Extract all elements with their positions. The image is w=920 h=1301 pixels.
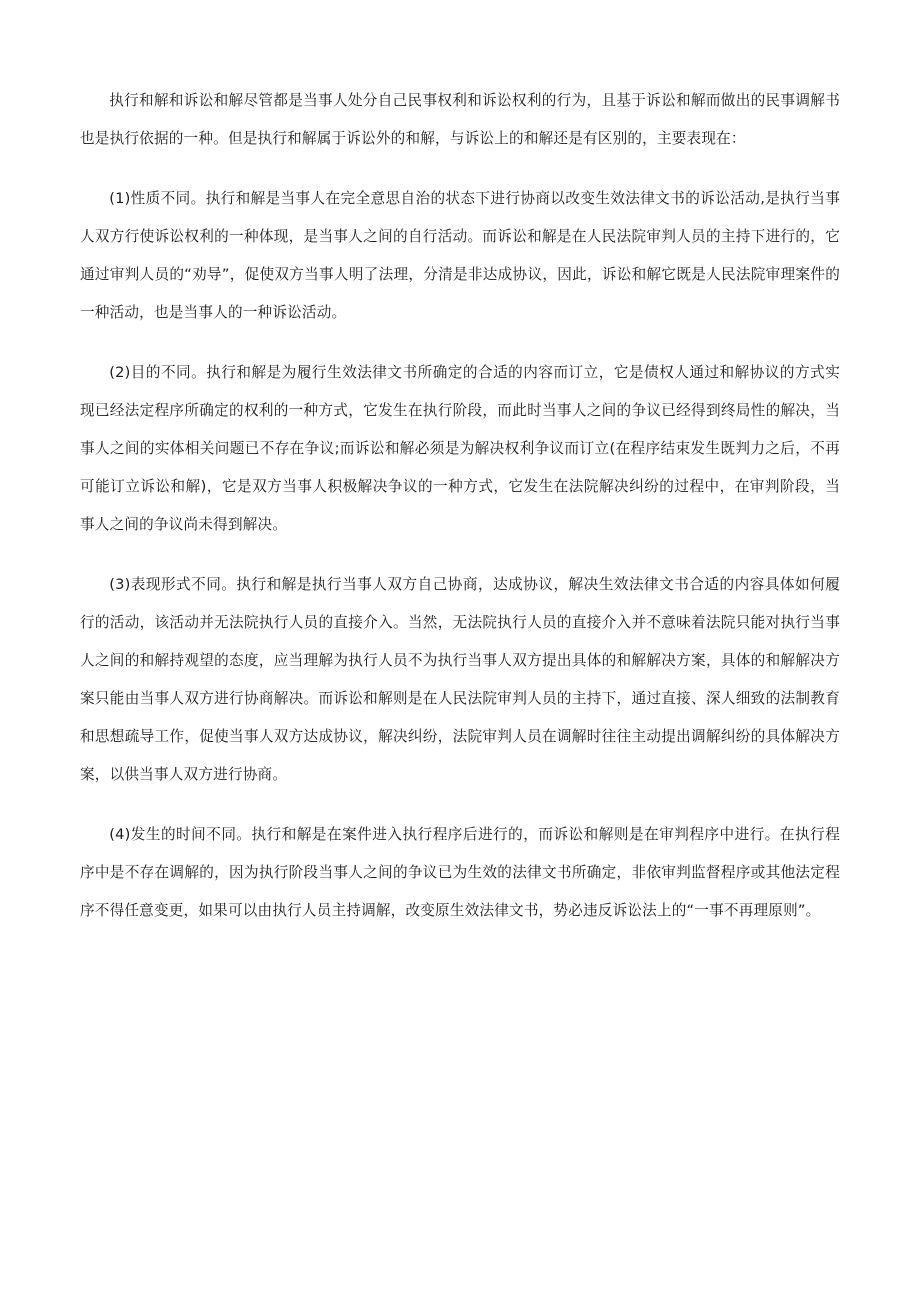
paragraph-timing-difference: (4)发生的时间不同。执行和解是在案件进入执行程序后进行的，而诉讼和解则是在审判程序中进行。在执行程序中是不存在调解的，因为执行阶段当事人之间的争议已为生效的法律文书所确定，非依审判监督程序或其他法定程序不得任意变更，如果可以由执行人员主持调解，改变原生效法律文书，势必违反诉讼法上的“一事不再理原则”。 [80, 826, 840, 919]
document-body [80, 82, 840, 952]
paragraph-intro: 执行和解和诉讼和解尽管都是当事人处分自己民事权利和诉讼权利的行为，且基于诉讼和解而做出的民事调解书也是执行依据的一种。但是执行和解属于诉讼外的和解，与诉讼上的和解还是有区别的，主要表现在： [80, 92, 840, 147]
paragraph-nature-difference: (1)性质不同。执行和解是当事人在完全意思自治的状态下进行协商以改变生效法律文书的诉讼活动,是执行当事人双方行使诉讼权利的一种体现，是当事人之间的自行活动。而诉讼和解是在人民法院审判人员的主持下进行的，它通过审判人员的“劝导”，促使双方当事人明了法理，分清是非达成协议，因此，诉讼和解它既是人民法院审理案件的一种活动，也是当事人的一种诉讼活动。 [80, 190, 840, 321]
paragraph-purpose-difference: (2)目的不同。执行和解是为履行生效法律文书所确定的合适的内容而订立，它是债权人通过和解协议的方式实现已经法定程序所确定的权利的一种方式，它发生在执行阶段，而此时当事人之间的争议已经得到终局性的解决，当事人之间的实体相关问题已不存在争议;而诉讼和解必须是为解决权利争议而订立(在程序结束发生既判力之后，不再可能订立诉讼和解)，它是双方当事人积极解决争议的一种方式，它发生在法院解决纠纷的过程中，在审判阶段，当事人之间的争议尚未得到解决。 [80, 364, 840, 533]
paragraph-form-difference: (3)表现形式不同。执行和解是执行当事人双方自己协商，达成协议，解决生效法律文书合适的内容具体如何履行的活动，该活动并无法院执行人员的直接介入。当然，无法院执行人员的直接介入并不意味着法院只能对执行当事人之间的和解持观望的态度，应当理解为执行人员不为执行当事人双方提出具体的和解解决方案，具体的和解解决方案只能由当事人双方进行协商解决。而诉讼和解则是在人民法院审判人员的主持下，通过直接、深人细致的法制教育和思想疏导工作，促使当事人双方达成协议，解决纠纷，法院审判人员在调解时往往主动提出调解纠纷的具体解决方案，以供当事人双方进行协商。 [80, 576, 840, 783]
